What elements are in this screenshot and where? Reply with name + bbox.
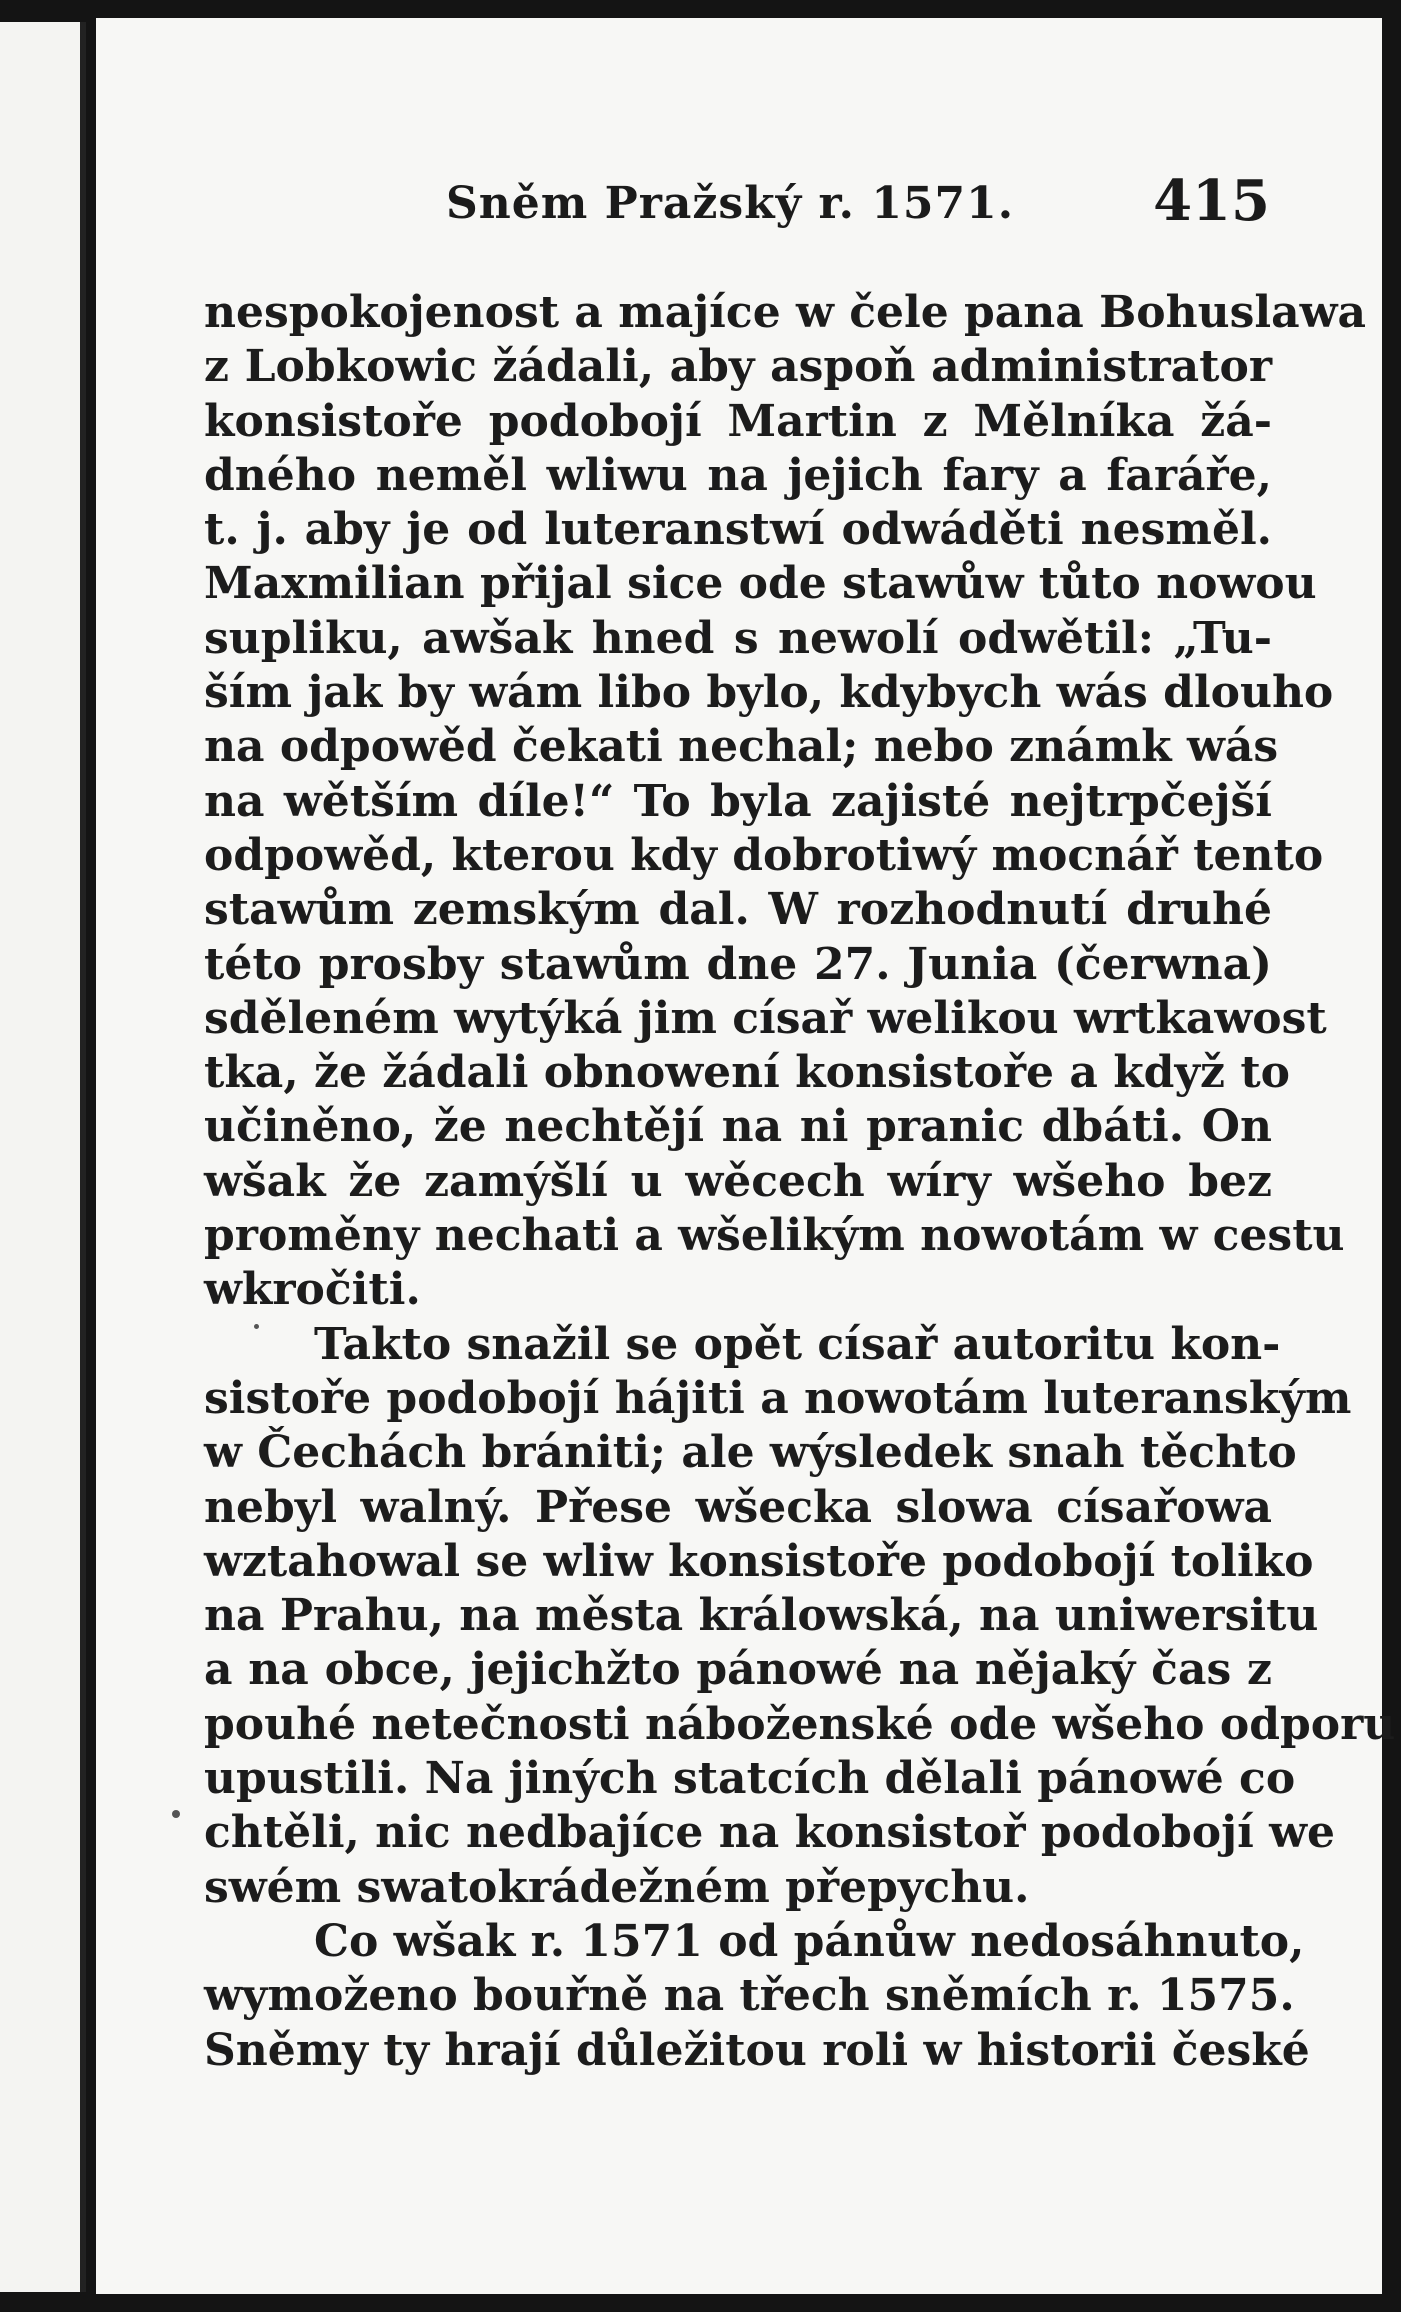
text-line: nespokojenost a majíce w čele pana Bohuslawa bbox=[204, 287, 1367, 338]
text-line: odpowěd, kterou kdy dobrotiwý mocnář tento bbox=[204, 829, 1324, 881]
text-line: ším jak by wám libo bylo, kdybych wás dlouho bbox=[204, 667, 1334, 719]
text-line: Maxmilian přijal sice ode stawůw tůto nowou bbox=[204, 558, 1317, 610]
book-page bbox=[96, 18, 1396, 2294]
text-line: wztahowal se wliw konsistoře podobojí toliko bbox=[204, 1535, 1314, 1587]
text-line: w Čechách brániti; ale wýsledek snah těchto bbox=[204, 1427, 1297, 1479]
text-line: a na obce, jejichžto pánowé na nějaký čas z bbox=[204, 1644, 1272, 1696]
text-line: supliku, awšak hned s newolí odwětil: „Tu- bbox=[204, 612, 1272, 664]
text-line: dného neměl wliwu na jejich fary a faráře, bbox=[204, 449, 1272, 501]
text-line: nebyl walný. Přese wšecka slowa císařowa bbox=[204, 1481, 1272, 1533]
text-line: z Lobkowic žádali, aby aspoň administrator bbox=[204, 341, 1272, 393]
text-line: pouhé netečnosti náboženské ode wšeho odporu bbox=[204, 1698, 1396, 1750]
text-line: Takto snažil se opět císař autoritu kon- bbox=[314, 1318, 1281, 1370]
text-line: swém swatokrádežném přepychu. bbox=[204, 1861, 1030, 1913]
text-line: upustili. Na jiných statcích dělali pánowé co bbox=[204, 1753, 1296, 1805]
body-text bbox=[204, 286, 1396, 2078]
text-line: na Prahu, na města králowská, na uniwersitu bbox=[204, 1590, 1319, 1642]
text-line: této prosby stawům dne 27. Junia (čerwna) bbox=[204, 938, 1272, 990]
text-line: konsistoře podobojí Martin z Mělníka žá- bbox=[204, 395, 1272, 447]
text-line: wymoženo bouřně na třech sněmích r. 1575. bbox=[204, 1970, 1295, 2022]
text-line: t. j. aby je od luteranstwí odwáděti nesměl. bbox=[204, 504, 1272, 556]
text-line: na odpowěd čekati nechal; nebo známk wás bbox=[204, 721, 1279, 773]
text-line: sistoře podobojí hájiti a nowotám luteranským bbox=[204, 1372, 1352, 1424]
text-line: tka, že žádali obnowení konsistoře a když to bbox=[204, 1047, 1290, 1099]
text-line: chtěli, nic nedbajíce na konsistoř podobojí we bbox=[204, 1807, 1335, 1859]
text-line: proměny nechati a wšelikým nowotám w cestu bbox=[204, 1210, 1345, 1262]
paper-speck bbox=[254, 1324, 259, 1329]
text-line: sděleném wytýká jim císař welikou wrtkawost bbox=[204, 992, 1327, 1044]
text-line: wkročiti. bbox=[204, 1264, 421, 1316]
paper-speck bbox=[172, 1810, 180, 1818]
text-line: Co wšak r. 1571 od pánůw nedosáhnuto, bbox=[314, 1915, 1305, 1967]
running-title: Sněm Pražský r. 1571. bbox=[446, 178, 1015, 229]
text-line: stawům zemským dal. W rozhodnutí druhé bbox=[204, 884, 1272, 936]
text-line: wšak že zamýšlí u wěcech wíry wšeho bez bbox=[204, 1155, 1272, 1207]
facing-page-edge bbox=[0, 22, 86, 2292]
page-header bbox=[96, 168, 1382, 238]
text-line: na wětším díle!“ To byla zajisté nejtrpčejší bbox=[204, 775, 1272, 827]
text-line: Sněmy ty hrají důležitou roli w historii české bbox=[204, 2024, 1310, 2076]
page-number: 415 bbox=[1153, 168, 1270, 234]
text-line: učiněno, že nechtějí na ni pranic dbáti. On bbox=[204, 1101, 1272, 1153]
